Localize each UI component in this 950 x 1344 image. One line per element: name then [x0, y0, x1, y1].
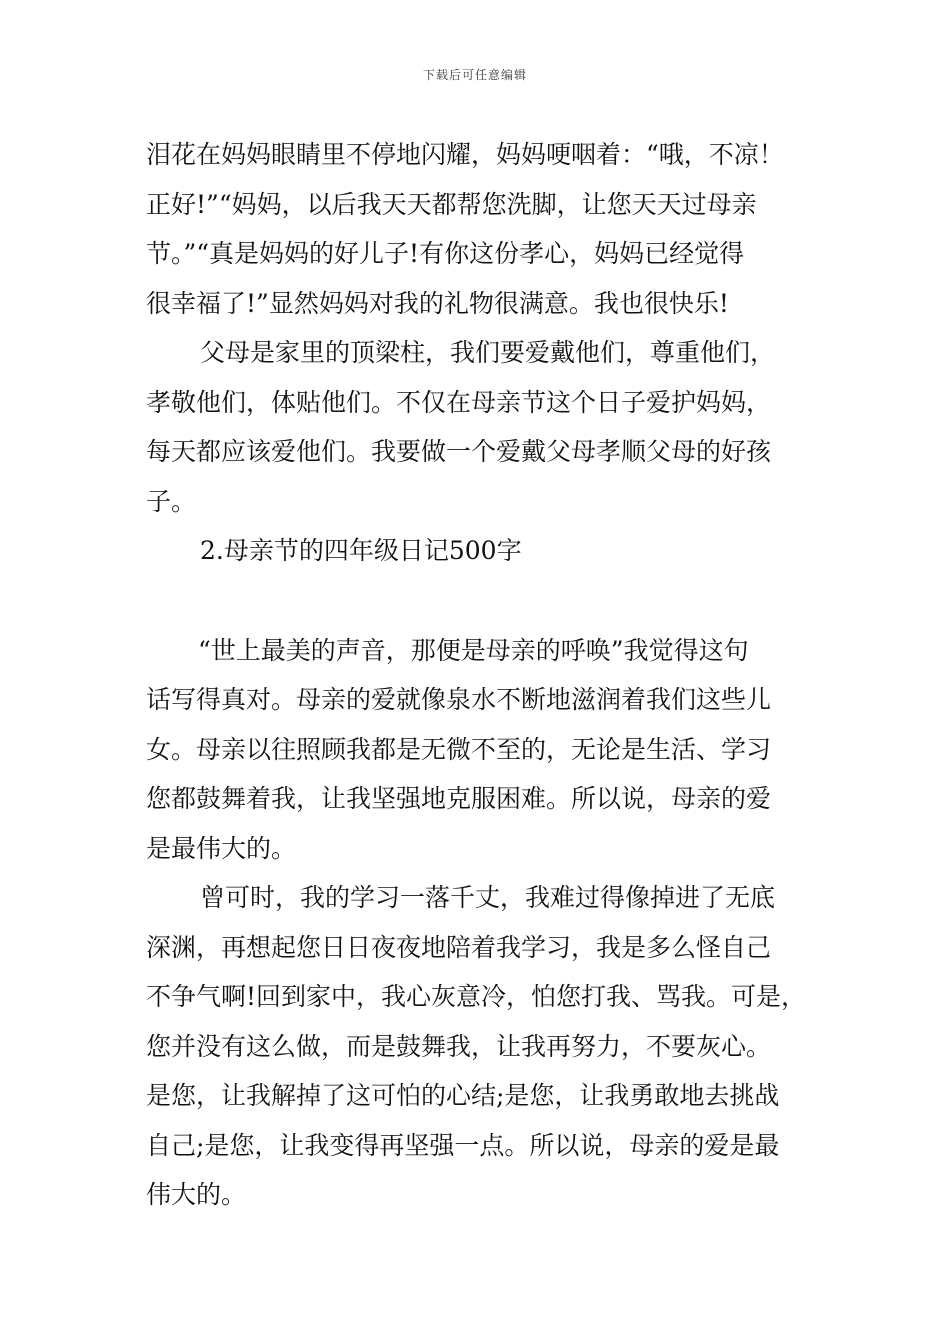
text-line: 不争气啊!回到家中，我心灰意冷，怕您打我、骂我。可是，: [146, 982, 807, 1011]
text-line: 伟大的。: [146, 1180, 247, 1209]
paragraph-2: [146, 328, 826, 526]
text-line: 是最伟大的。: [146, 833, 297, 863]
text-line: 深渊，再想起您日日夜夜地陪着我学习，我是多么怪自己: [146, 932, 772, 962]
text-line: 自己;是您，让我变得再坚强一点。所以说，母亲的爱是最: [146, 1130, 780, 1160]
text-line: 女。母亲以往照顾我都是无微不至的，无论是生活、学习: [146, 734, 772, 764]
text-line: 很幸福了!”显然妈妈对我的礼物很满意。我也很快乐!: [146, 288, 729, 318]
text-line: 泪花在妈妈眼睛里不停地闪耀，妈妈哽咽着：“哦，不凉！: [146, 140, 784, 169]
text-line: 曾可时，我的学习一落千丈，我难过得像掉进了无底: [200, 883, 776, 912]
text-line: 您并没有这么做，而是鼓舞我，让我再努力，不要灰心。: [146, 1031, 772, 1061]
text-line: 话写得真对。母亲的爱就像泉水不断地滋润着我们这些儿: [146, 685, 772, 714]
text-line: 每天都应该爱他们。我要做一个爱戴父母孝顺父母的好孩: [146, 437, 772, 466]
text-line: 子。: [146, 486, 197, 516]
paragraph-4: [146, 873, 826, 1220]
page-header: 下载后可任意编辑: [422, 68, 527, 82]
section-title: 2.母亲节的四年级日记500字: [200, 536, 522, 565]
text-line: “世上最美的声音，那便是母亲的呼唤”我觉得这句: [198, 635, 749, 665]
text-line: 是您，让我解掉了这可怕的心结;是您，让我勇敢地去挑战: [146, 1081, 780, 1110]
paragraph-1: [146, 130, 826, 328]
text-line: 正好!”“妈妈，以后我天天都帮您洗脚，让您天天过母亲: [146, 189, 757, 219]
section-heading: [146, 526, 826, 576]
document-body: [146, 130, 826, 1220]
text-line: 孝敬他们，体贴他们。不仅在母亲节这个日子爱护妈妈，: [146, 387, 772, 417]
text-line: 节。”“真是妈妈的好儿子!有你这份孝心，妈妈已经觉得: [146, 239, 745, 268]
paragraph-3: [146, 626, 826, 874]
text-line: 您都鼓舞着我，让我坚强地克服困难。所以说，母亲的爱: [146, 784, 772, 813]
text-line: 父母是家里的顶梁柱，我们要爱戴他们，尊重他们，: [200, 338, 776, 367]
blank-line: [146, 576, 826, 626]
